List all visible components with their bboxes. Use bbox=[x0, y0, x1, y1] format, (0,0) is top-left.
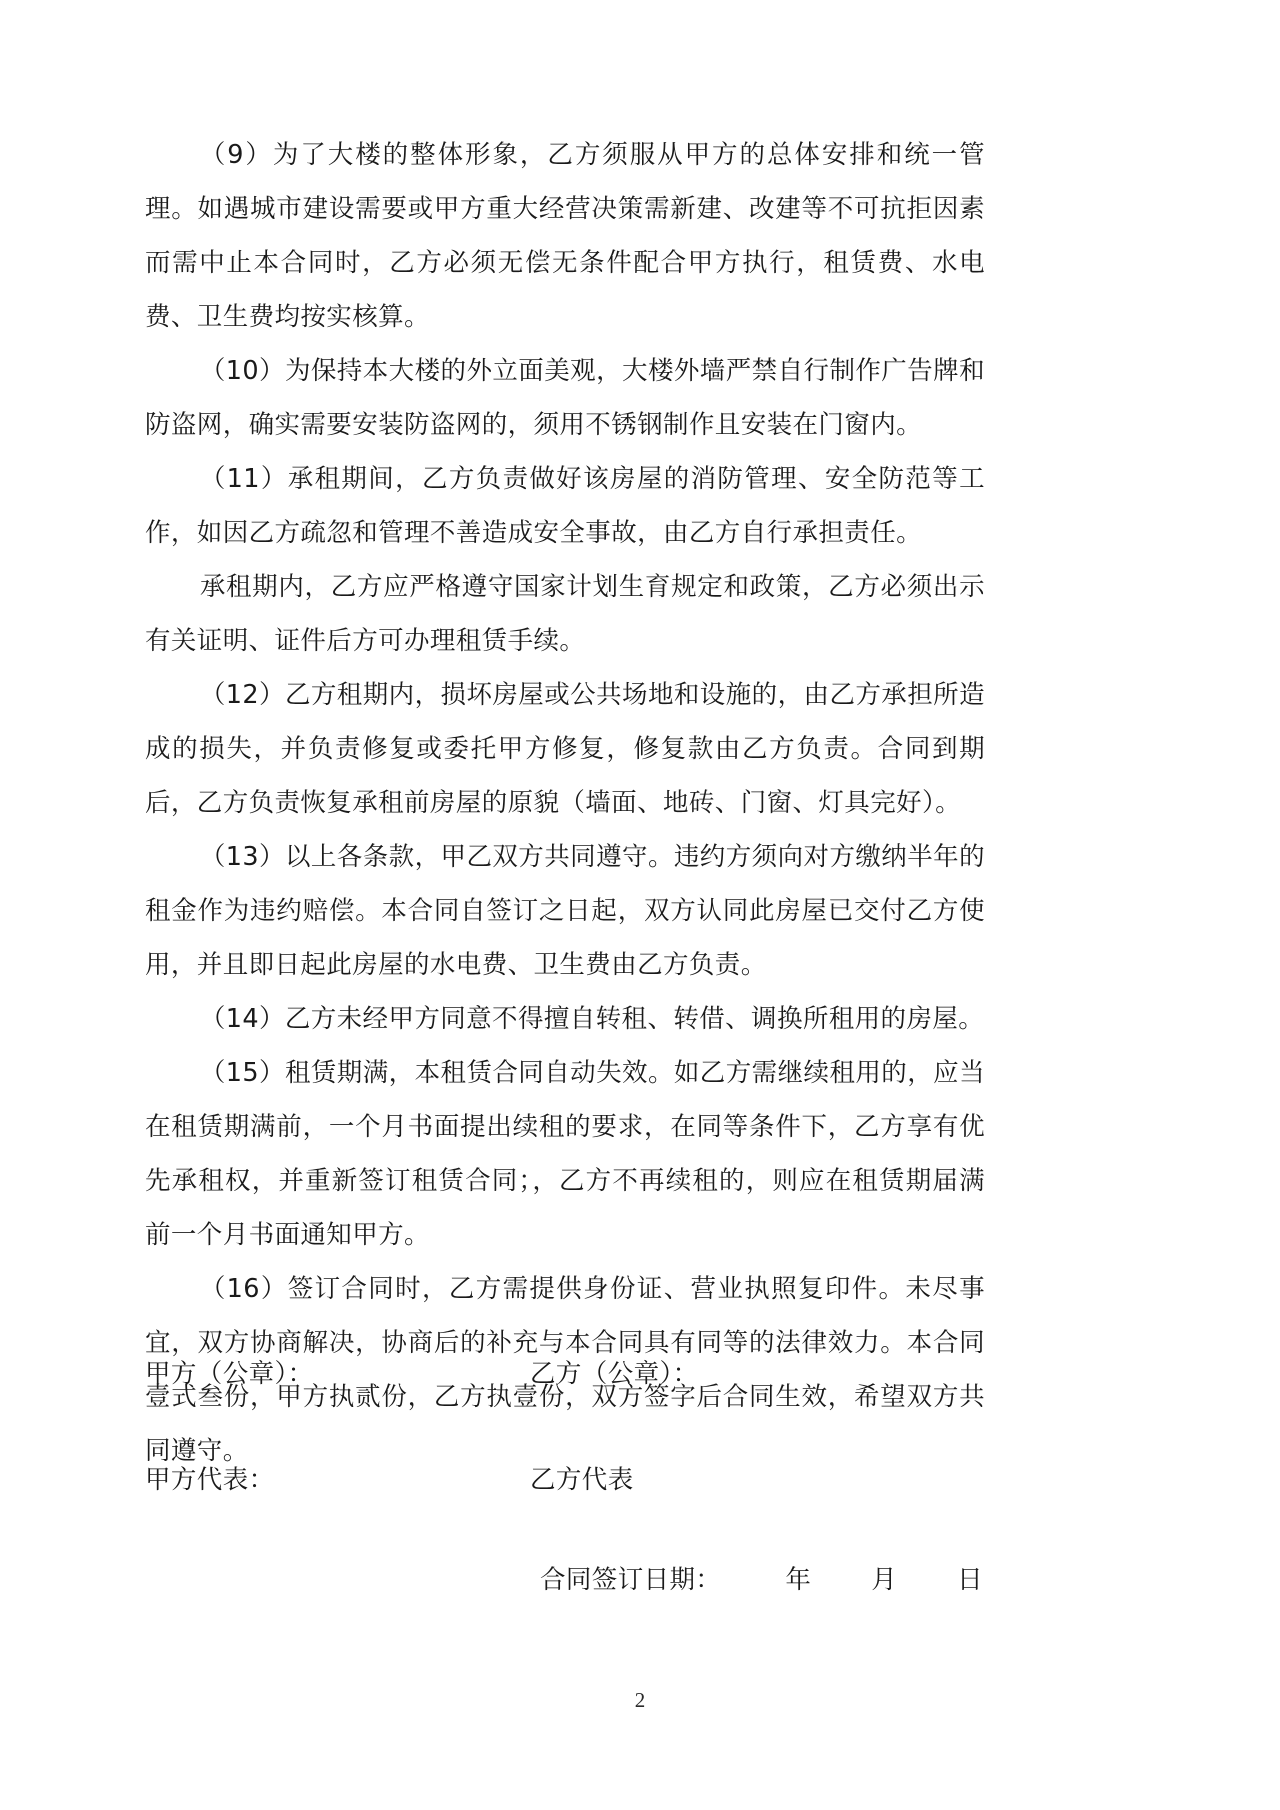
party-b-seal-label: 乙方（公章）： bbox=[530, 1359, 699, 1389]
page-number: 2 bbox=[634, 1688, 646, 1712]
paragraph-clause-11-sub: 承租期内，乙方应严格遵守国家计划生育规定和政策，乙方必须出示有关证明、证件后方可办理租赁手续。 bbox=[145, 572, 985, 656]
paragraph-clause-12: （12）乙方租期内，损坏房屋或公共场地和设施的，由乙方承担所造成的损失，并负责修复或委托甲方修复，修复款由乙方负责。合同到期后，乙方负责恢复承租前房屋的原貌（墙面、地砖、门窗、灯具完好）。 bbox=[145, 680, 985, 818]
document-body bbox=[145, 128, 985, 1478]
paragraph-clause-15: （15）租赁期满，本租赁合同自动失效。如乙方需继续租用的，应当在租赁期满前，一个月书面提出续租的要求，在同等条件下，乙方享有优先承租权，并重新签订租赁合同；，乙方不再续租的，则应在租赁期届满前一个月书面通知甲方。 bbox=[145, 1058, 985, 1250]
signature-block bbox=[145, 1352, 985, 1502]
paragraph-clause-9: （9）为了大楼的整体形象，乙方须服从甲方的总体安排和统一管理。如遇城市建设需要或甲方重大经营决策需新建、改建等不可抗拒因素而需中止本合同时，乙方必须无偿无条件配合甲方执行，租赁费、水电费、卫生费均按实核算。 bbox=[145, 140, 985, 332]
year-unit-label: 年 bbox=[785, 1565, 812, 1595]
party-a-representative-label: 甲方代表： bbox=[145, 1465, 275, 1495]
contract-date-label: 合同签订日期： bbox=[540, 1565, 722, 1595]
contract-date-line bbox=[145, 1558, 985, 1602]
month-unit-label: 月 bbox=[871, 1565, 898, 1595]
signature-row-representatives bbox=[145, 1458, 985, 1502]
signature-row-seals bbox=[145, 1352, 985, 1396]
paragraph-clause-14: （14）乙方未经甲方同意不得擅自转租、转借、调换所租用的房屋。 bbox=[199, 1004, 985, 1034]
party-b-representative-label: 乙方代表 bbox=[530, 1465, 634, 1495]
paragraph-clause-13: （13）以上各条款，甲乙双方共同遵守。违约方须向对方缴纳半年的租金作为违约赔偿。本合同自签订之日起，双方认同此房屋已交付乙方使用，并且即日起此房屋的水电费、卫生费由乙方负责。 bbox=[145, 842, 985, 980]
paragraph-clause-10: （10）为保持本大楼的外立面美观，大楼外墙严禁自行制作广告牌和防盗网，确实需要安装防盗网的，须用不锈钢制作且安装在门窗内。 bbox=[145, 356, 985, 440]
paragraph-clause-11: （11）承租期间，乙方负责做好该房屋的消防管理、安全防范等工作，如因乙方疏忽和管理不善造成安全事故，由乙方自行承担责任。 bbox=[145, 464, 985, 548]
paragraph-clause-16: （16）签订合同时，乙方需提供身份证、营业执照复印件。未尽事宜，双方协商解决，协商后的补充与本合同具有同等的法律效力。本合同壹式叁份，甲方执贰份，乙方执壹份，双方签字后合同生效，希望双方共同遵守。 bbox=[145, 1274, 985, 1466]
day-unit-label: 日 bbox=[957, 1565, 984, 1595]
party-a-seal-label: 甲方（公章）： bbox=[145, 1359, 314, 1389]
